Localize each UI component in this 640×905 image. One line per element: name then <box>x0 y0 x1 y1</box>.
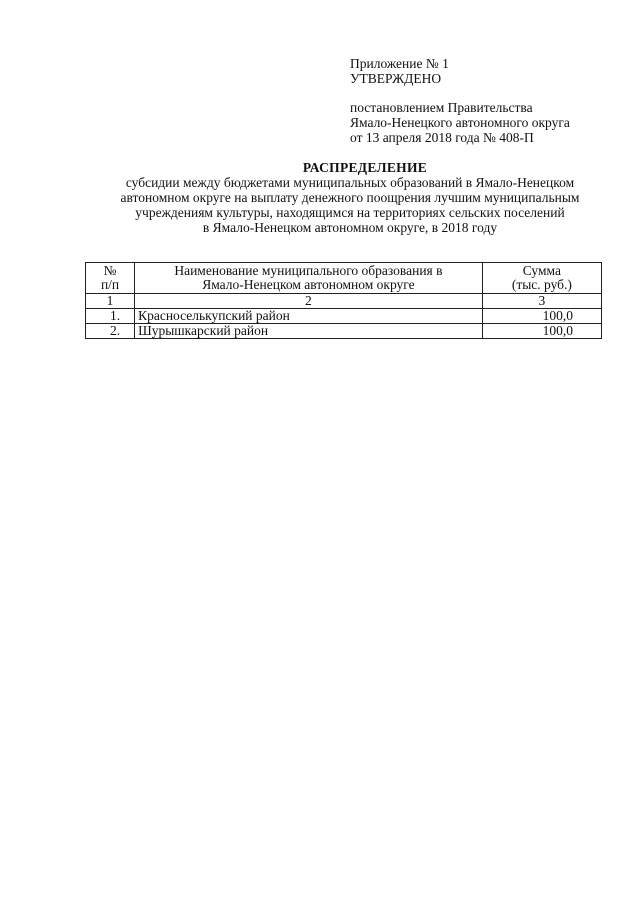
header-number-line-1: № <box>103 263 117 278</box>
resolution-line-1: постановлением Правительства <box>350 100 533 115</box>
row-municipality-name: Красноселькупский район <box>135 309 483 324</box>
header-sum <box>482 263 601 294</box>
column-number: 1 <box>86 294 135 309</box>
column-number-row <box>86 294 602 309</box>
resolution-line-2: Ямало-Ненецкого автономного округа <box>350 115 570 130</box>
header-number-line-2: п/п <box>100 277 120 292</box>
header-name <box>135 263 483 294</box>
row-amount: 100,0 <box>482 309 601 324</box>
document-title: РАСПРЕДЕЛЕНИЕ <box>302 160 428 175</box>
distribution-table <box>85 262 602 339</box>
subtitle-line-3: учреждениям культуры, находящимся на территориях сельских поселений <box>135 205 565 220</box>
row-amount: 100,0 <box>482 324 601 339</box>
header-sum-line-2: (тыс. руб.) <box>511 277 572 292</box>
table-header-row <box>86 263 602 294</box>
row-index: 2. <box>86 324 135 339</box>
table-row <box>86 324 602 339</box>
subtitle-line-4: в Ямало-Ненецком автономном округе, в 2018 году <box>202 220 498 235</box>
approval-stamp <box>350 56 620 145</box>
column-number: 3 <box>482 294 601 309</box>
header-name-line-2: Ямало-Ненецком автономном округе <box>202 277 415 292</box>
approved-label: УТВЕРЖДЕНО <box>350 71 442 86</box>
header-sum-line-1: Сумма <box>522 263 561 278</box>
appendix-label: Приложение № 1 <box>350 56 449 71</box>
header-name-line-1: Наименование муниципального образования в <box>174 263 443 278</box>
column-number: 2 <box>135 294 483 309</box>
resolution-line-3: от 13 апреля 2018 года № 408-П <box>350 130 534 145</box>
subtitle-line-2: автономном округе на выплату денежного поощрения лучшим муниципальным <box>120 190 580 205</box>
table-row <box>86 309 602 324</box>
row-municipality-name: Шурышкарский район <box>135 324 483 339</box>
subtitle-line-1: субсидии между бюджетами муниципальных образований в Ямало-Ненецком <box>125 175 575 190</box>
row-index: 1. <box>86 309 135 324</box>
header-number <box>86 263 135 294</box>
document-heading <box>60 160 640 235</box>
